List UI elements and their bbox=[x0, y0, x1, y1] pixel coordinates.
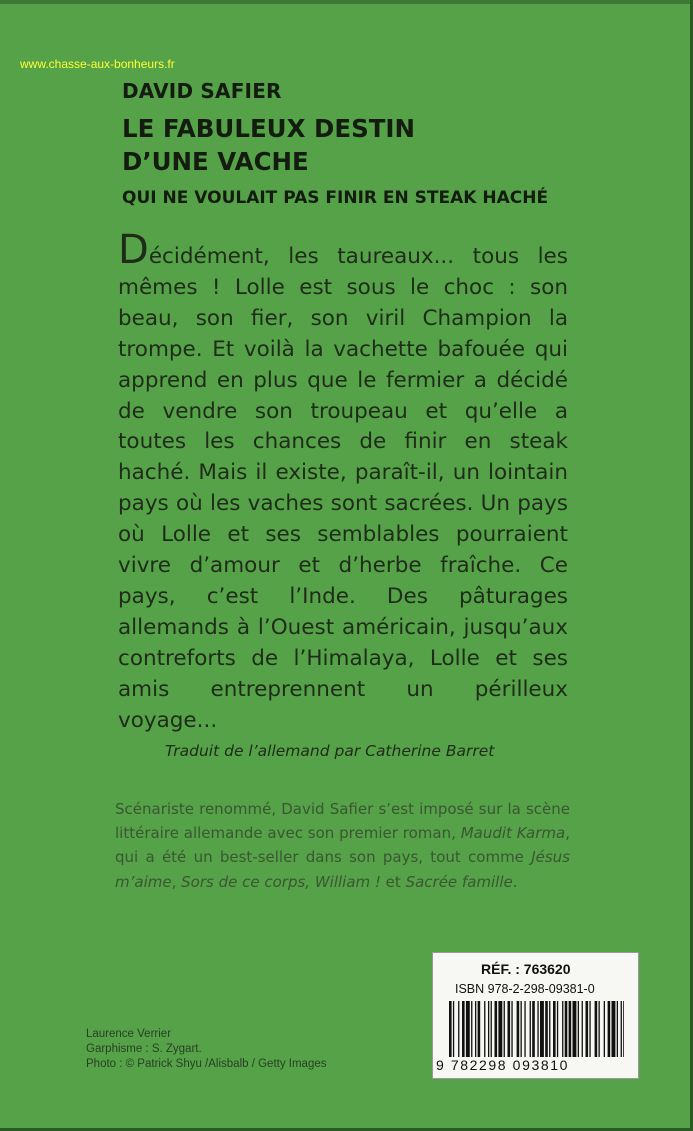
barcode-bar bbox=[578, 1001, 579, 1057]
barcode-bar bbox=[495, 1001, 498, 1057]
barcode-bar bbox=[478, 1001, 481, 1057]
barcode-bar bbox=[623, 1001, 624, 1057]
barcode-bar bbox=[491, 1001, 492, 1057]
barcode-digits: 9 782298 093810 bbox=[436, 1057, 569, 1073]
barcode-bar bbox=[549, 1001, 550, 1057]
barcode-icon bbox=[449, 1001, 624, 1057]
watermark-link[interactable]: www.chasse-aux-bonheurs.fr bbox=[20, 57, 175, 71]
barcode-bar bbox=[484, 1001, 485, 1057]
book-title bbox=[122, 112, 415, 178]
bio-sep-1: , bbox=[171, 872, 182, 891]
bio-text-2: , qui a été un best-seller dans son pays, tout comme bbox=[115, 824, 570, 867]
title-line-2: D’UNE VACHE bbox=[122, 147, 309, 176]
barcode-bar bbox=[621, 1001, 622, 1057]
barcode-bar bbox=[557, 1001, 558, 1057]
barcode-bar bbox=[511, 1001, 512, 1057]
barcode-bar bbox=[449, 1001, 452, 1057]
barcode-bar bbox=[612, 1001, 616, 1057]
barcode-bar bbox=[565, 1001, 568, 1057]
reference-number: RÉF. : 763620 bbox=[481, 961, 571, 977]
credit-line-1: Laurence Verrier bbox=[86, 1028, 172, 1040]
barcode-bar bbox=[521, 1001, 522, 1057]
author-name: DAVID SAFIER bbox=[122, 79, 282, 103]
barcode-bar bbox=[498, 1001, 502, 1057]
barcode-bar bbox=[530, 1001, 531, 1057]
barcode-bar bbox=[466, 1001, 470, 1057]
barcode-bar bbox=[471, 1001, 472, 1057]
blurb-dropcap: D bbox=[118, 227, 149, 273]
bio-book-sacree-famille: Sacrée famille bbox=[405, 872, 513, 891]
barcode-bar bbox=[458, 1001, 459, 1057]
barcode-bar bbox=[540, 1001, 544, 1057]
barcode-bar bbox=[462, 1001, 465, 1057]
bio-book-jesus-maime: Jésus m’aime bbox=[115, 848, 570, 891]
barcode-bar bbox=[562, 1001, 563, 1057]
barcode-bar bbox=[553, 1001, 556, 1057]
barcode-bar bbox=[586, 1001, 589, 1057]
barcode-bar bbox=[504, 1001, 505, 1057]
barcode-bar bbox=[545, 1001, 548, 1057]
barcode-bar bbox=[524, 1001, 525, 1057]
barcode-bar bbox=[569, 1001, 572, 1057]
credit-line-3: Photo : © Patrick Shyu /Alisbalb / Getty Images bbox=[86, 1058, 327, 1070]
bio-book-sors-de-ce-corps: Sors de ce corps, William ! bbox=[181, 872, 381, 891]
barcode-bar bbox=[582, 1001, 583, 1057]
bio-book-maudit-karma: Maudit Karma bbox=[460, 824, 566, 843]
author-bio bbox=[115, 797, 570, 894]
barcode-bar bbox=[517, 1001, 520, 1057]
barcode-bar bbox=[475, 1001, 476, 1057]
barcode-bar bbox=[453, 1001, 454, 1057]
blurb-paragraph bbox=[118, 227, 568, 737]
credit-line-2: Garphisme : S. Zygart. bbox=[86, 1043, 202, 1055]
cover-top-edge bbox=[0, 0, 693, 4]
bio-text-1: Scénariste renommé, David Safier s’est imposé sur la scène littéraire allemande avec son premier roman, bbox=[115, 800, 570, 843]
isbn-number: ISBN 978-2-298-09381-0 bbox=[455, 982, 595, 996]
barcode-bar bbox=[488, 1001, 489, 1057]
barcode-sticker bbox=[432, 952, 639, 1079]
book-subtitle: QUI NE VOULAIT PAS FINIR EN STEAK HACHÉ bbox=[122, 188, 549, 208]
barcode-bar bbox=[589, 1001, 590, 1057]
barcode-bar bbox=[599, 1001, 600, 1057]
barcode-bar bbox=[508, 1001, 511, 1057]
cover-credits bbox=[86, 1027, 327, 1072]
blurb-text: écidément, les taureaux... tous les mêmes ! Lolle est sous le choc : son beau, son fier, son viril Champion la trompe. Et voilà la vachette bafouée qui apprend en plus que le fermier a décidé de vendre son troupeau et qu’elle a toutes les chances de finir en steak haché. Mais il existe, paraît-il, un lointain pays où les vaches sont sacrées. Un pays où Lolle et ses semblables pourraient vivre d’amour et d’herbe fraîche. Ce pays, c’est l’Inde. Des pâturages allemands à l’Ouest américain, jusqu’aux contreforts de l’Himalaya, Lolle et ses amis entreprennent un périlleux voyage... bbox=[118, 244, 568, 733]
bio-sep-2: et bbox=[380, 872, 406, 891]
translator-credit: Traduit de l’allemand par Catherine Barret bbox=[165, 742, 495, 760]
barcode-bar bbox=[532, 1001, 535, 1057]
barcode-bar bbox=[608, 1001, 611, 1057]
bio-end: . bbox=[512, 872, 518, 891]
barcode-bar bbox=[604, 1001, 605, 1057]
barcode-bar bbox=[573, 1001, 577, 1057]
barcode-bar bbox=[595, 1001, 598, 1057]
title-line-1: LE FABULEUX DESTIN bbox=[122, 114, 416, 143]
barcode-bar bbox=[617, 1001, 618, 1057]
barcode-bar bbox=[537, 1001, 538, 1057]
